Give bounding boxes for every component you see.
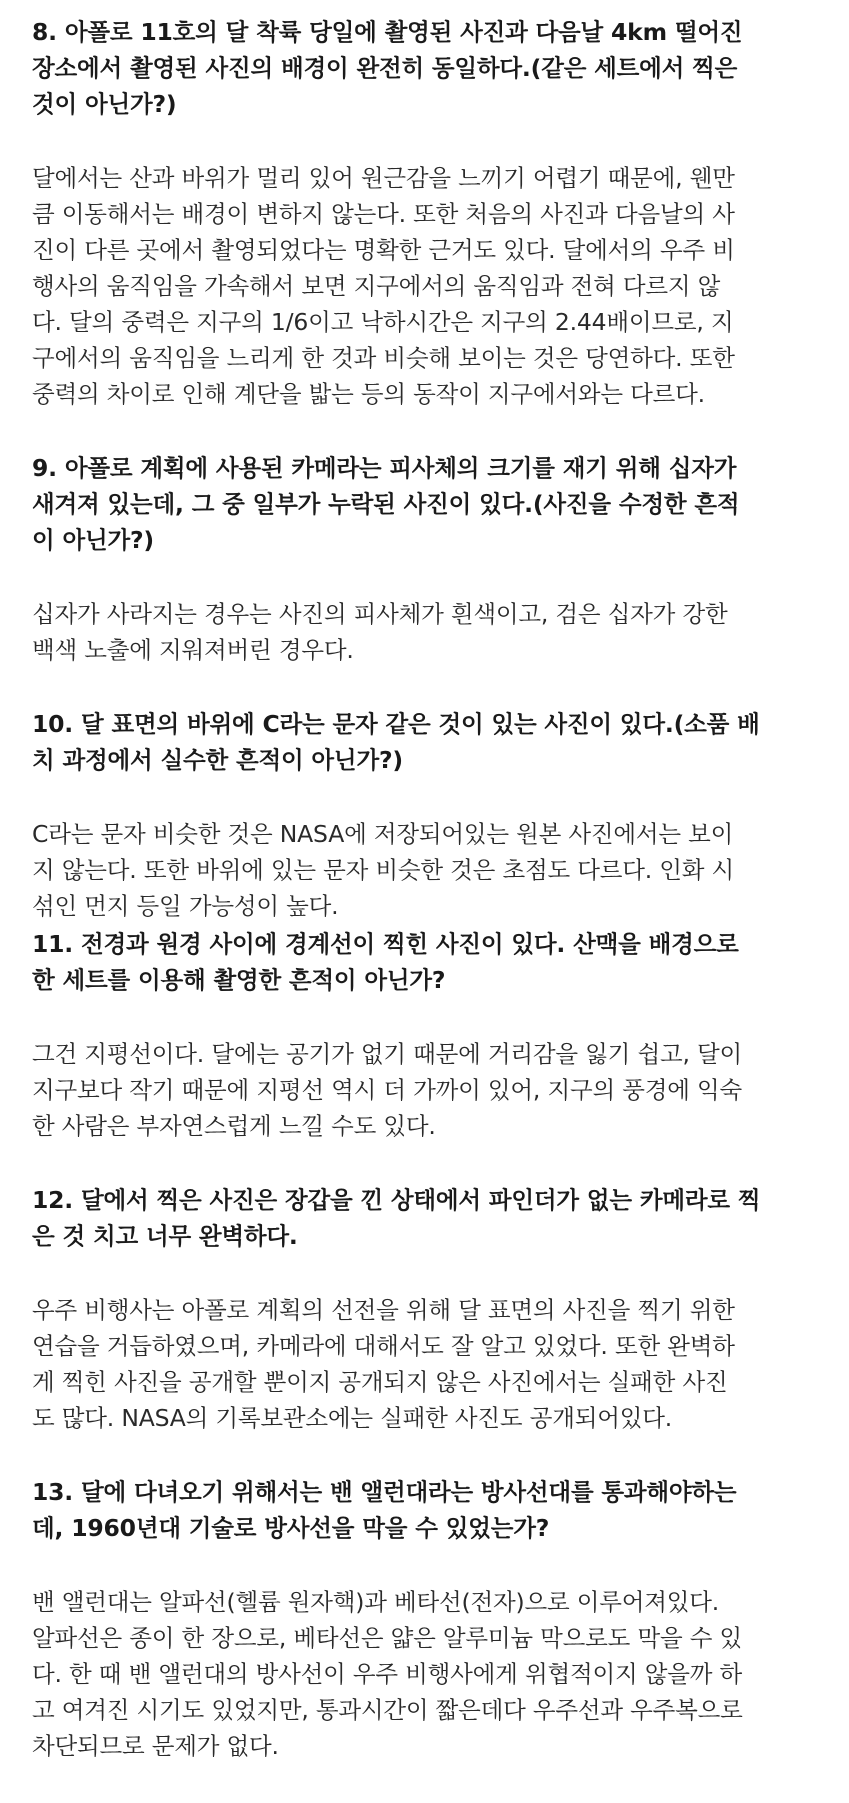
answer-line: 행사의 움직임을 가속해서 보면 지구에서의 움직임과 전혀 다르지 않: [32, 272, 721, 300]
qa-item-11: [32, 926, 823, 1144]
question-8: [32, 14, 823, 122]
answer-13: [32, 1584, 823, 1764]
answer-line: 게 찍힌 사진을 공개할 뿐이지 공개되지 않은 사진에서는 실패한 사진: [32, 1368, 728, 1396]
answer-9: [32, 596, 823, 668]
question-9: [32, 450, 823, 558]
answer-line: 큼 이동해서는 배경이 변하지 않는다. 또한 처음의 사진과 다음날의 사: [32, 200, 735, 228]
answer-line: 구에서의 움직임을 느리게 한 것과 비슷해 보이는 것은 당연하다. 또한: [32, 344, 735, 372]
question-line: 치 과정에서 실수한 흔적이 아닌가?): [32, 746, 403, 774]
question-line: 이 아닌가?): [32, 526, 154, 554]
answer-line: 섞인 먼지 등일 가능성이 높다.: [32, 892, 339, 920]
answer-line: 밴 앨런대는 알파선(헬륨 원자핵)과 베타선(전자)으로 이루어져있다.: [32, 1588, 720, 1616]
answer-line: 지구보다 작기 때문에 지평선 역시 더 가까이 있어, 지구의 풍경에 익숙: [32, 1076, 742, 1104]
answer-line: 우주 비행사는 아폴로 계획의 선전을 위해 달 표면의 사진을 찍기 위한: [32, 1296, 735, 1324]
answer-line: 연습을 거듭하였으며, 카메라에 대해서도 잘 알고 있었다. 또한 완벽하: [32, 1332, 735, 1360]
answer-11: [32, 1036, 823, 1144]
question-line: 10. 달 표면의 바위에 C라는 문자 같은 것이 있는 사진이 있다.(소품 배: [32, 710, 760, 738]
question-line: 12. 달에서 찍은 사진은 장갑을 낀 상태에서 파인더가 없는 카메라로 찍: [32, 1186, 761, 1214]
qa-item-12: [32, 1182, 823, 1436]
question-line: 11. 전경과 원경 사이에 경계선이 찍힌 사진이 있다. 산맥을 배경으로: [32, 930, 739, 958]
question-line: 새겨져 있는데, 그 중 일부가 누락된 사진이 있다.(사진을 수정한 흔적: [32, 490, 740, 518]
qa-item-13: [32, 1474, 823, 1764]
qa-item-8: [32, 14, 823, 412]
qa-item-9: [32, 450, 823, 668]
answer-line: 고 여겨진 시기도 있었지만, 통과시간이 짧은데다 우주선과 우주복으로: [32, 1696, 743, 1724]
question-line: 것이 아닌가?): [32, 90, 177, 118]
qa-item-10: [32, 706, 823, 924]
answer-line: 도 많다. NASA의 기록보관소에는 실패한 사진도 공개되어있다.: [32, 1404, 672, 1432]
answer-line: C라는 문자 비슷한 것은 NASA에 저장되어있는 원본 사진에서는 보이: [32, 820, 734, 848]
answer-line: 다. 한 때 밴 앨런대의 방사선이 우주 비행사에게 위협적이지 않을까 하: [32, 1660, 742, 1688]
answer-8: [32, 160, 823, 412]
answer-line: 그건 지평선이다. 달에는 공기가 없기 때문에 거리감을 잃기 쉽고, 달이: [32, 1040, 742, 1068]
answer-line: 십자가 사라지는 경우는 사진의 피사체가 흰색이고, 검은 십자가 강한: [32, 600, 728, 628]
answer-10: [32, 816, 823, 924]
question-line: 장소에서 촬영된 사진의 배경이 완전히 동일하다.(같은 세트에서 찍은: [32, 54, 738, 82]
answer-line: 한 사람은 부자연스럽게 느낄 수도 있다.: [32, 1112, 436, 1140]
question-line: 9. 아폴로 계획에 사용된 카메라는 피사체의 크기를 재기 위해 십자가: [32, 454, 737, 482]
question-line: 8. 아폴로 11호의 달 착륙 당일에 촬영된 사진과 다음날 4km 떨어진: [32, 18, 743, 46]
answer-line: 지 않는다. 또한 바위에 있는 문자 비슷한 것은 초점도 다르다. 인화 시: [32, 856, 735, 884]
question-11: [32, 926, 823, 998]
question-line: 은 것 치고 너무 완벽하다.: [32, 1222, 298, 1250]
answer-line: 진이 다른 곳에서 촬영되었다는 명확한 근거도 있다. 달에서의 우주 비: [32, 236, 735, 264]
answer-12: [32, 1292, 823, 1436]
question-line: 13. 달에 다녀오기 위해서는 밴 앨런대라는 방사선대를 통과해야하는: [32, 1478, 737, 1506]
answer-line: 달에서는 산과 바위가 멀리 있어 원근감을 느끼기 어렵기 때문에, 웬만: [32, 164, 735, 192]
question-line: 데, 1960년대 기술로 방사선을 막을 수 있었는가?: [32, 1514, 550, 1542]
question-13: [32, 1474, 823, 1546]
question-line: 한 세트를 이용해 촬영한 흔적이 아닌가?: [32, 966, 446, 994]
answer-line: 알파선은 종이 한 장으로, 베타선은 얇은 알루미늄 막으로도 막을 수 있: [32, 1624, 742, 1652]
answer-line: 다. 달의 중력은 지구의 1/6이고 낙하시간은 지구의 2.44배이므로, 지: [32, 308, 734, 336]
answer-line: 중력의 차이로 인해 계단을 밟는 등의 동작이 지구에서와는 다르다.: [32, 380, 705, 408]
answer-line: 차단되므로 문제가 없다.: [32, 1732, 279, 1760]
question-12: [32, 1182, 823, 1254]
answer-line: 백색 노출에 지워져버린 경우다.: [32, 636, 354, 664]
question-10: [32, 706, 823, 778]
